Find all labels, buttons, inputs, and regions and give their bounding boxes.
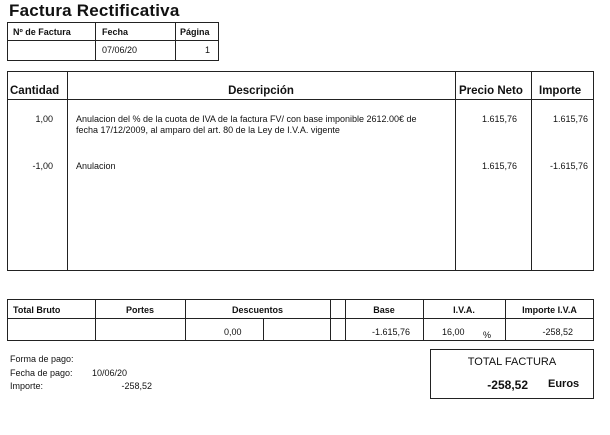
row-2-descripcion: Anulacion xyxy=(76,161,116,171)
portes-label: Portes xyxy=(125,305,154,315)
row-1-importe: 1.615,76 xyxy=(552,114,588,124)
row-2-precio: 1.615,76 xyxy=(481,161,517,171)
column-header-cantidad: Cantidad xyxy=(10,85,60,97)
importe-iva-value: -258,52 xyxy=(542,327,573,337)
column-header-importe: Importe xyxy=(539,85,582,97)
payment-amount-value: -258,52 xyxy=(121,381,152,391)
date-label: Fecha xyxy=(102,27,129,37)
total-bruto-label: Total Bruto xyxy=(13,305,61,315)
descuentos-value: 0,00 xyxy=(224,327,242,337)
page-value: 1 xyxy=(204,45,210,55)
base-value: -1.615,76 xyxy=(371,327,410,337)
column-header-descripcion: Descripción xyxy=(228,85,294,97)
total-factura-amount: -258,52 xyxy=(487,378,528,392)
page-label: Página xyxy=(180,27,210,37)
importe-iva-label: Importe I.V.A xyxy=(522,305,577,315)
payment-amount-label: Importe: xyxy=(10,381,44,391)
row-2-importe: -1.615,76 xyxy=(549,161,588,171)
iva-percent-sign: % xyxy=(483,330,492,340)
row-1-precio: 1.615,76 xyxy=(481,114,517,124)
row-1-descripcion: Anulacion del % de la cuota de IVA de la factura FV/ con base imponible 2612.00€ de fecha 17/12/2009, al amparo del art. 80 de la Ley de I.V.A. vigente xyxy=(76,114,417,135)
payment-method-label: Forma de pago: xyxy=(10,354,74,364)
row-1-cantidad: 1,00 xyxy=(35,114,53,124)
document-title: Factura Rectificativa xyxy=(9,1,180,20)
payment-date-value: 10/06/20 xyxy=(92,368,128,378)
iva-label: I.V.A. xyxy=(453,305,475,315)
row-2-cantidad: -1,00 xyxy=(32,161,53,171)
total-factura-label: TOTAL FACTURA xyxy=(467,356,557,368)
date-value: 07/06/20 xyxy=(102,45,138,55)
base-label: Base xyxy=(373,305,395,315)
descuentos-label: Descuentos xyxy=(231,305,284,315)
total-factura-currency: Euros xyxy=(548,378,580,390)
payment-date-label: Fecha de pago: xyxy=(10,368,73,378)
invoice-number-label: Nº de Factura xyxy=(13,27,71,37)
iva-value: 16,00 xyxy=(442,327,465,337)
column-header-precio: Precio Neto xyxy=(459,85,523,97)
